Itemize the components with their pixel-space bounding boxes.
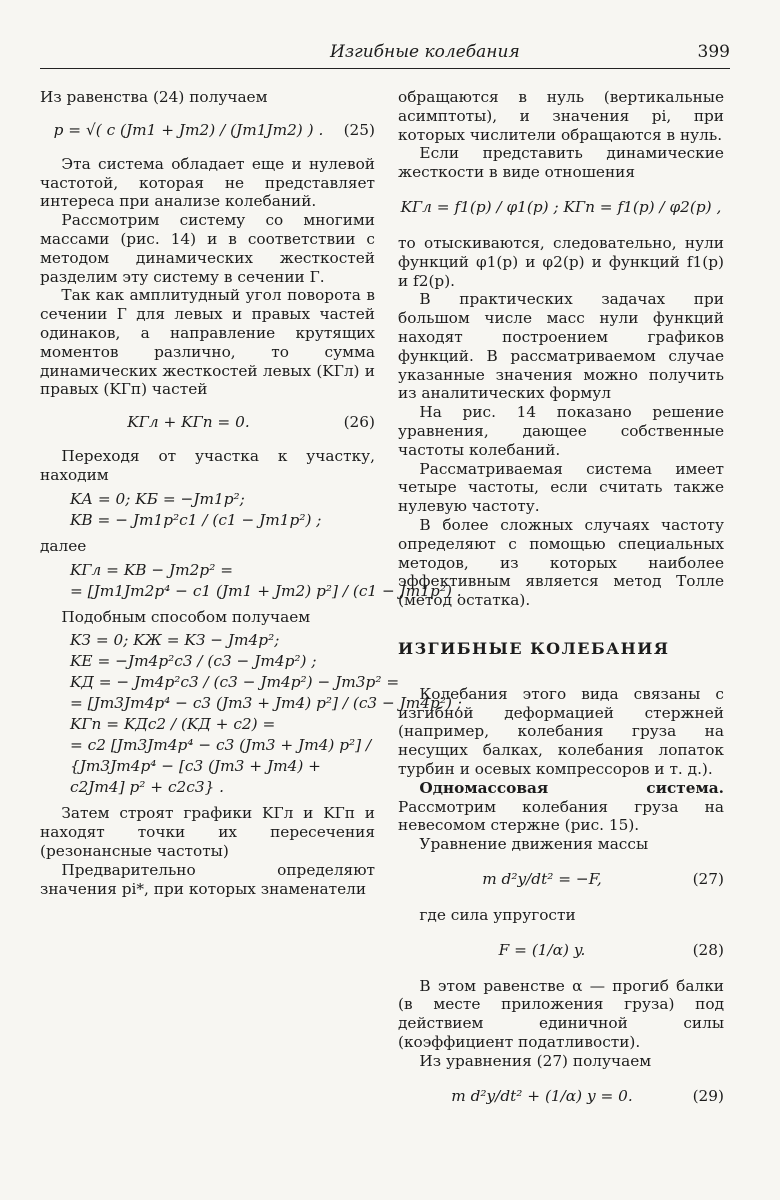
paragraph: Рассмотрим систему со многими массами (рис. 14) и в соответствии с методом динамических жесткостей разделим эту систему в сечении Г. [40,211,375,286]
paragraph: В этом равенстве α — прогиб балки (в месте приложения груза) под действием единичной силы (коэффициент податливости). [398,976,724,1052]
equation-27 [398,858,724,902]
paragraph: Колебания этого вида связаны с изгибной деформацией стержней (например, колебания груза на несущих балках, колебания лопаток турбин и осевых компрессоров и т. д.). [398,684,724,778]
left-column [40,88,462,898]
formula-line: = [Jm3Jm4p⁴ − c3 (Jm3 + Jm4) p²] / (c3 − Jm4p²) ; [70,694,462,713]
formula-block [70,630,462,798]
equation-ratio [398,186,724,230]
formula-line: = [Jm1Jm2p⁴ − c1 (Jm1 + Jm2) p²] / (c1 − Jm1p²) . [70,581,462,600]
paragraph: где сила упругости [419,905,576,924]
paragraph: далее [40,536,87,555]
paragraph: В более сложных случаях частоту определяют с помощью специальных методов, из которых наиболее эффективным является метод Толле (метод остатка). [398,515,724,610]
formula-line: KА = 0; KБ = −Jm1p²; [70,489,245,508]
page-number: 399 [697,42,730,62]
paragraph: Переходя от участка к участку, находим [40,447,375,484]
paragraph-text: Рассмотрим колебания груза на невесомом стержне (рис. 15). [398,797,724,835]
running-title: Изгибные колебания [330,42,520,62]
paragraph: Затем строят графики KГл и KГп и находят точки их пересечения (резонансные частоты) [40,804,375,860]
run-in-heading: Одномассовая система. [419,778,724,797]
paragraph: Из равенства (24) получаем [40,88,268,106]
formula-line: KЗ = 0; KЖ = KЗ − Jm4p²; [70,631,280,650]
paragraph: Из уравнения (27) получаем [419,1051,652,1070]
formula-block [70,489,375,531]
formula-line: KВ = − Jm1p²c1 / (c1 − Jm1p²) ; [70,510,322,529]
equation-body: m d²y/dt² + (1/α) y = 0. [451,1086,633,1105]
paragraph: обращаются в нуль (вертикальные асимптоты), и значения pi, при которых числители обращаются в нуль. [398,88,724,144]
paragraph: В практических задачах при большом числе масс нули функций находят построением графиков функций. В рассматриваемом случае указанные значения можно получить из аналитических формул [398,290,724,403]
equation-number: (29) [692,1086,724,1105]
equation-26 [40,403,375,443]
paragraph [398,779,724,835]
paragraph: Рассматриваемая система имеет четыре частоты, если считать также нулевую частоту. [398,459,724,516]
equation-number: (26) [343,413,375,432]
paragraph: Эта система обладает еще и нулевой частотой, которая не представляет интереса при анализе колебаний. [40,154,375,211]
equation-number: (27) [692,869,724,888]
equation-body: KГл + KГп = 0. [127,413,250,432]
equation-number: (25) [343,120,375,139]
section-heading: ИЗГИБНЫЕ КОЛЕБАНИЯ [398,638,670,658]
equation-number: (28) [692,940,724,959]
equation-29 [398,1075,724,1119]
equation-body: KГл = f1(p) / φ1(p) ; KГп = f1(p) / φ2(p) , [400,197,722,216]
paragraph: Уравнение движения массы [419,835,649,854]
page-header [40,38,730,69]
formula-block [70,560,462,602]
paragraph: На рис. 14 показано решение уравнения, дающее собственные частоты колебаний. [398,403,724,459]
equation-body: m d²y/dt² = −F, [482,869,602,888]
formula-line: KГп = KДc2 / (KД + c2) = [70,715,276,734]
right-column [398,88,724,1123]
formula-line: KГл = KВ − Jm2p² = [70,560,234,579]
paragraph: Предварительно определяют значения pi*, при которых знаменатели [40,860,375,898]
formula-line: KД = − Jm4p²c3 / (c3 − Jm4p²) − Jm3p² = [70,673,400,692]
equation-body: p = √( c (Jm1 + Jm2) / (Jm1Jm2) ) . [53,120,324,139]
formula-line: KЕ = −Jm4p²c3 / (c3 − Jm4p²) ; [70,652,317,671]
equation-28 [398,929,724,973]
paragraph: то отыскиваются, следовательно, нули функций φ1(p) и φ2(p) и функций f1(p) и f2(p). [398,233,724,290]
paragraph: Если представить динамические жесткости в виде отношения [398,144,724,182]
formula-line: = c2 [Jm3Jm4p⁴ − c3 (Jm3 + Jm4) p²] / {Jm3Jm4p⁴ − [c3 (Jm3 + Jm4) + c2Jm4] p² + c2c3} . [70,736,372,797]
equation-25 [40,111,375,151]
equation-body: F = (1/α) y. [498,940,586,959]
paragraph: Подобным способом получаем [61,607,311,626]
paragraph: Так как амплитудный угол поворота в сечении Г для левых и правых частей одинаков, а направление крутящих моментов различно, то сумма динамических жесткостей левых (KГл) и правых (KГп) частей [40,286,375,399]
